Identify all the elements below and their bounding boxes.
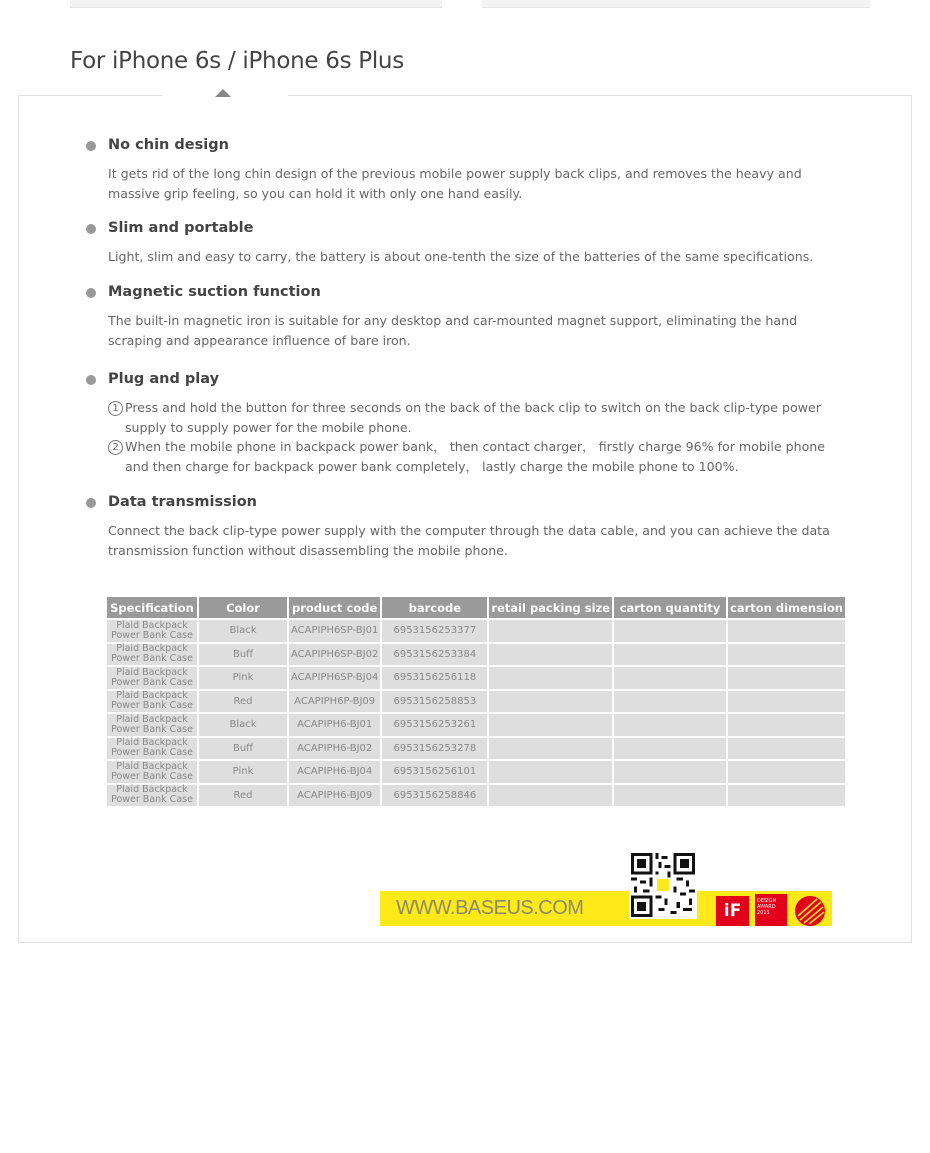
col-header: product code (289, 597, 380, 618)
page-title: For iPhone 6s / iPhone 6s Plus (70, 48, 404, 74)
top-tab-left[interactable] (70, 0, 442, 8)
bullet-icon (86, 224, 96, 234)
feature-title: No chin design (108, 137, 229, 153)
table-row (107, 620, 845, 642)
bullet-icon (86, 288, 96, 298)
code-cell: ACAPIPH6-BJ04 (289, 761, 380, 783)
barcode-cell: 6953156258846 (382, 785, 487, 807)
color-cell: Pink (199, 667, 287, 689)
color-cell: Black (199, 714, 287, 736)
barcode-cell: 6953156256118 (382, 667, 487, 689)
feature-title: Plug and play (108, 371, 220, 387)
dim-cell (728, 691, 845, 713)
dim-cell (728, 785, 845, 807)
bullet-icon (86, 375, 96, 385)
feature-title: Slim and portable (108, 220, 254, 236)
spec-cell: Plaid Backpack Power Bank Case (107, 644, 197, 666)
feature-title: Magnetic suction function (108, 284, 321, 300)
dim-cell (728, 738, 845, 760)
top-tab-right[interactable] (482, 0, 870, 8)
feature-title: Data transmission (108, 494, 258, 510)
table-row (107, 738, 845, 760)
code-cell: ACAPIPH6SP-BJ01 (289, 620, 380, 642)
retail-cell (489, 620, 612, 642)
spec-cell: Plaid Backpack Power Bank Case (107, 691, 197, 713)
retail-cell (489, 691, 612, 713)
qty-cell (614, 761, 726, 783)
qr-code-icon (629, 851, 697, 919)
col-header: Specification (107, 597, 197, 618)
dim-cell (728, 620, 845, 642)
retail-cell (489, 785, 612, 807)
table-header-row (107, 597, 845, 618)
spec-cell: Plaid Backpack Power Bank Case (107, 738, 197, 760)
qty-cell (614, 667, 726, 689)
bullet-icon (86, 498, 96, 508)
col-header: barcode (382, 597, 487, 618)
barcode-cell: 6953156253278 (382, 738, 487, 760)
design-award-badge: DESIGN AWARD 2015 (755, 894, 787, 926)
code-cell: ACAPIPH6-BJ02 (289, 738, 380, 760)
table-row (107, 714, 845, 736)
dim-cell (728, 714, 845, 736)
spec-cell: Plaid Backpack Power Bank Case (107, 620, 197, 642)
spec-cell: Plaid Backpack Power Bank Case (107, 785, 197, 807)
color-cell: Buff (199, 738, 287, 760)
qty-cell (614, 691, 726, 713)
retail-cell (489, 738, 612, 760)
table-row (107, 667, 845, 689)
col-header: Color (199, 597, 287, 618)
color-cell: Black (199, 620, 287, 642)
qty-cell (614, 738, 726, 760)
code-cell: ACAPIPH6P-BJ09 (289, 691, 380, 713)
qty-cell (614, 620, 726, 642)
retail-cell (489, 644, 612, 666)
spec-cell: Plaid Backpack Power Bank Case (107, 667, 197, 689)
step-number: 1 (108, 401, 123, 416)
color-cell: Red (199, 785, 287, 807)
code-cell: ACAPIPH6-BJ09 (289, 785, 380, 807)
col-header: carton quantity (614, 597, 726, 618)
if-award-logo: iF (716, 896, 749, 926)
barcode-cell: 6953156253377 (382, 620, 487, 642)
feature-desc: The built-in magnetic iron is suitable for any desktop and car-mounted magnet support, eliminating the hand scraping and appearance influence of bare iron. (108, 313, 798, 348)
code-cell: ACAPIPH6SP-BJ04 (289, 667, 380, 689)
retail-cell (489, 667, 612, 689)
color-cell: Pink (199, 761, 287, 783)
step-item: 1 Press and hold the button for three seconds on the back of the back clip to switch on the back clip-type power supply to supply power for the mobile phone. (108, 398, 848, 437)
feature-desc: It gets rid of the long chin design of the previous mobile power supply back clips, and removes the heavy and massive grip feeling, so you can hold it with only one hand easily. (108, 166, 802, 201)
col-header: retail packing size (489, 597, 612, 618)
spec-cell: Plaid Backpack Power Bank Case (107, 761, 197, 783)
feature-steps (108, 398, 848, 476)
table-row (107, 644, 845, 666)
code-cell: ACAPIPH6SP-BJ02 (289, 644, 380, 666)
feature-desc: Connect the back clip-type power supply with the computer through the data cable, and you can achieve the data transmission function without disassembling the mobile phone. (108, 523, 830, 558)
retail-cell (489, 761, 612, 783)
table-row (107, 691, 845, 713)
red-dot-award-icon (793, 894, 827, 928)
dim-cell (728, 667, 845, 689)
step-number: 2 (108, 440, 123, 455)
step-item: 2 When the mobile phone in backpack power bank， then contact charger， firstly charge 96% for mobile phone and then charge for backpack power bank completely， lastly charge the mobile phone to 100%. (108, 437, 848, 476)
qty-cell (614, 714, 726, 736)
dim-cell (728, 644, 845, 666)
feature-desc: Light, slim and easy to carry, the battery is about one-tenth the size of the batteries of the same specifications. (108, 249, 814, 264)
color-cell: Red (199, 691, 287, 713)
website-link[interactable]: WWW.BASEUS.COM (396, 897, 584, 919)
barcode-cell: 6953156258853 (382, 691, 487, 713)
barcode-cell: 6953156253384 (382, 644, 487, 666)
barcode-cell: 6953156256101 (382, 761, 487, 783)
table-row (107, 785, 845, 807)
dim-cell (728, 761, 845, 783)
qty-cell (614, 644, 726, 666)
spec-cell: Plaid Backpack Power Bank Case (107, 714, 197, 736)
table-row (107, 761, 845, 783)
bullet-icon (86, 141, 96, 151)
color-cell: Buff (199, 644, 287, 666)
col-header: carton dimension (728, 597, 845, 618)
code-cell: ACAPIPH6-BJ01 (289, 714, 380, 736)
caret-up-icon (215, 89, 231, 97)
qty-cell (614, 785, 726, 807)
barcode-cell: 6953156253261 (382, 714, 487, 736)
retail-cell (489, 714, 612, 736)
spec-table (105, 595, 847, 808)
